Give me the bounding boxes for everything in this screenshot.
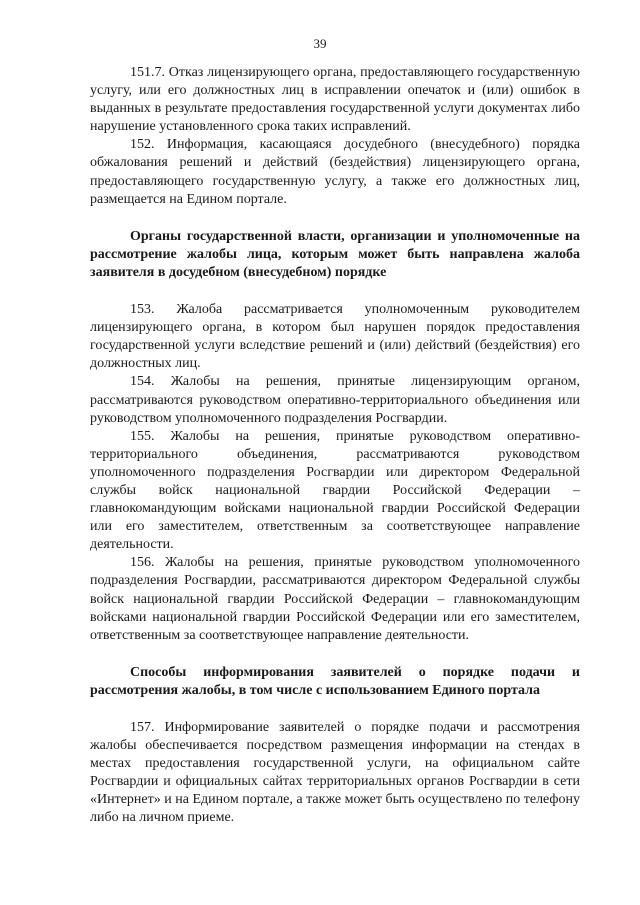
document-body: [90, 64, 580, 828]
paragraph-156: 156. Жалобы на решения, принятые руководством уполномоченного подразделения Росгвардии, рассматриваются директором Федеральной службы войск национальной гвардии Российской Федерации – главнокомандующим войсками национальной гвардии Российской Федерации или его заместителем, ответственным за соответствующее направление деятельности.: [90, 555, 580, 643]
paragraph-157: 157. Информирование заявителей о порядке подачи и рассмотрения жалобы обеспечивается посредством размещения информации на стендах в местах предоставления государственной услуги, на официальном сайте Росгвардии и официальных сайтах территориальных органов Росгвардии в сети «Интернет» и на Едином портале, а также может быть осуществлено по телефону либо на личном приеме.: [90, 720, 580, 826]
page-number: 39: [313, 36, 327, 51]
section-heading-complaint-bodies: Органы государственной власти, организации и уполномоченные на рассмотрение жалобы лица, которым может быть направлена жалоба заявителя в досудебном (внесудебном) порядке: [90, 228, 580, 280]
paragraph-153: 153. Жалоба рассматривается уполномоченным руководителем лицензирующего органа, в котором был нарушен порядок предоставления государственной услуги вследствие решений и (или) действий (бездействия) его должностных лиц.: [90, 302, 580, 372]
section-heading-informing-methods: Способы информирования заявителей о порядке подачи и рассмотрения жалобы, в том числе с использованием Единого портала: [90, 664, 580, 698]
paragraph-154: 154. Жалобы на решения, принятые лицензирующим органом, рассматриваются руководством оперативно-территориального объединения или руководством уполномоченного подразделения Росгвардии.: [90, 374, 580, 426]
paragraph-151-7: 151.7. Отказ лицензирующего органа, предоставляющего государственную услугу, или его должностных лиц в исправлении опечаток и (или) ошибок в выданных в результате предоставления государственной услуги документах либо нарушение установленного срока таких исправлений.: [90, 65, 580, 135]
paragraph-155: 155. Жалобы на решения, принятые руководством оперативно-территориального объединения, рассматриваются руководством уполномоченного подразделения Росгвардии или директором Федеральной службы войск национальной гвардии Российской Федерации – главнокомандующим войсками национальной гвардии Российской Федерации или его заместителем, ответственным за соответствующее направление деятельности.: [90, 428, 580, 553]
paragraph-152: 152. Информация, касающаяся досудебного (внесудебного) порядка обжалования решений и действий (бездействия) лицензирующего органа, предоставляющего государственную услугу, а также его должностных лиц, размещается на Едином портале.: [90, 137, 580, 207]
